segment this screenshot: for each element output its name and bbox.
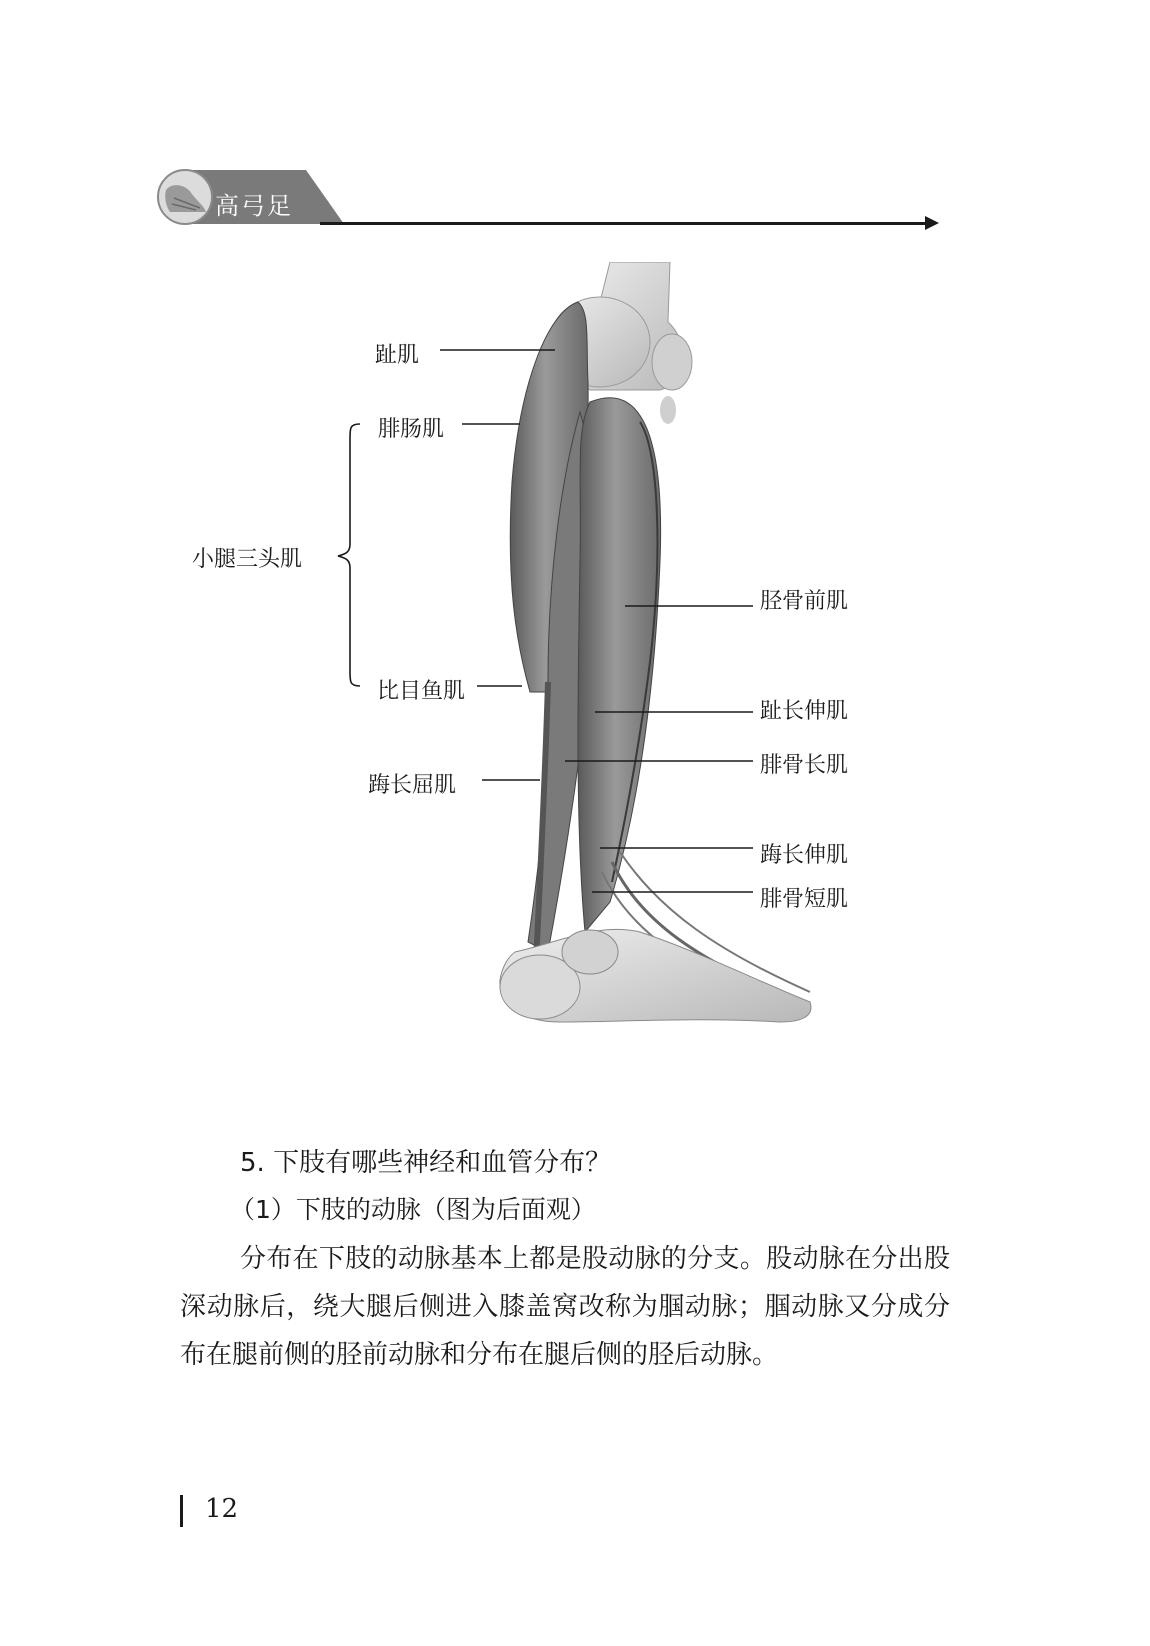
header-arrow-icon xyxy=(925,216,939,230)
label-triceps-surae: 小腿三头肌 xyxy=(192,547,303,572)
patella xyxy=(660,396,676,424)
label-extensor-digitorum-longus: 趾长伸肌 xyxy=(760,699,849,724)
sub-heading: （1）下肢的动脉（图为后面观） xyxy=(230,1195,596,1224)
label-flexor-hallucis-longus: 踇长屈肌 xyxy=(368,773,457,798)
running-header-title: 高弓足 xyxy=(215,192,293,220)
header-rule xyxy=(320,222,932,225)
page-number: 12 xyxy=(205,1494,239,1524)
section-heading: 5. 下肢有哪些神经和血管分布？ xyxy=(240,1148,612,1178)
fibula-head xyxy=(652,334,692,390)
page-number-bar xyxy=(180,1495,183,1527)
body-paragraph: 分布在下肢的动脉基本上都是股动脉的分支。股动脉在分出股深动脉后，绕大腿后侧进入膝盖窝改称为腘动脉；腘动脉又分成分布在腿前侧的胫前动脉和分布在腿后侧的胫后动脉。 xyxy=(180,1244,950,1370)
label-peroneus-brevis: 腓骨短肌 xyxy=(760,887,849,912)
talus xyxy=(562,930,618,974)
leg-muscle-figure xyxy=(0,262,1150,1092)
label-popliteus: 趾肌 xyxy=(375,343,420,368)
label-peroneus-longus: 腓骨长肌 xyxy=(760,753,849,778)
label-soleus: 比目鱼肌 xyxy=(377,679,466,704)
label-extensor-hallucis-longus: 踇长伸肌 xyxy=(760,843,849,868)
leg-illustration xyxy=(0,262,1150,1092)
label-tibialis-anterior: 胫骨前肌 xyxy=(760,589,849,614)
label-gastrocnemius: 腓肠肌 xyxy=(378,417,445,442)
